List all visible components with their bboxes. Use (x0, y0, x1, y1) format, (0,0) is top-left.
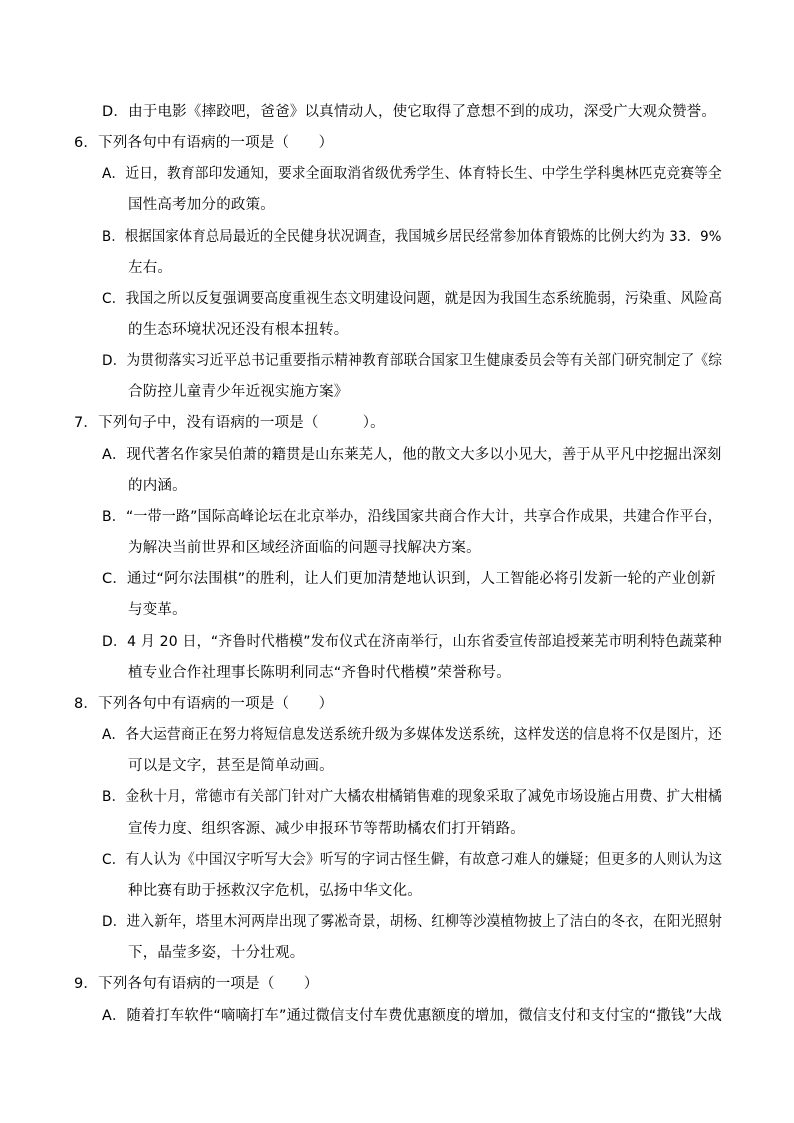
q6-option-a-cont: 国性高考加分的政策。 (128, 197, 275, 213)
q8-option-b: B．金秋十月，常德市有关部门针对广大橘农柑橘销售难的现象采取了减免市场设施占用费、扩大柑橘 (102, 789, 722, 805)
question-6-stem: 6．下列各句中有语病的一项是（ ） (74, 135, 334, 151)
q7-option-b-cont: 为解决当前世界和区域经济面临的问题寻找解决方案。 (128, 540, 481, 556)
q6-option-d-cont: 合防控儿童青少年近视实施方案》 (128, 384, 349, 400)
question-9-stem: 9．下列各句有语病的一项是（ ） (74, 976, 319, 992)
q7-option-d: D．4 月 20 日，“齐鲁时代楷模”发布仪式在济南举行，山东省委宣传部追授莱芜市明利特色蔬菜种 (102, 634, 722, 650)
q7-option-a-cont: 的内涵。 (128, 478, 187, 494)
q7-option-a: A．现代著名作家吴伯萧的籍贯是山东莱芜人，他的散文大多以小见大，善于从平凡中挖掘出深刻 (102, 447, 722, 463)
q6-option-c: C．我国之所以反复强调要高度重视生态文明建设问题，就是因为我国生态系统脆弱，污染重、风险高 (102, 291, 723, 307)
q5-option-d: D．由于电影《摔跤吧，爸爸》以真情动人，使它取得了意想不到的成功，深受广大观众赞誉。 (102, 104, 717, 120)
q6-option-d: D．为贯彻落实习近平总书记重要指示精神教育部联合国家卫生健康委员会等有关部门研究制定了《综 (102, 353, 723, 369)
q8-option-a-cont: 可以是文字，甚至是简单动画。 (128, 758, 334, 774)
q9-option-a: A．随着打车软件“嘀嘀打车”通过微信支付车费优惠额度的增加，微信支付和支付宝的“撒钱”大战 (102, 1008, 722, 1024)
q7-option-b: B．“一带一路”国际高峰论坛在北京举办，沿线国家共商合作大计，共享合作成果，共建合作平台， (102, 509, 722, 525)
question-7-stem: 7．下列句子中，没有语病的一项是（ ）。 (74, 415, 385, 431)
question-8-stem: 8．下列各句中有语病的一项是（ ） (74, 696, 334, 712)
q6-option-b: B．根据国家体育总局最近的全民健身状况调查，我国城乡居民经常参加体育锻炼的比例大约为 33．9% (102, 229, 722, 245)
q6-option-b-cont: 左右。 (128, 260, 173, 276)
q8-option-d: D．进入新年，塔里木河两岸出现了雾凇奇景，胡杨、红柳等沙漠植物披上了洁白的冬衣，在阳光照射 (102, 914, 723, 930)
q8-option-c: C．有人认为《中国汉字听写大会》听写的字词古怪生僻，有故意刁难人的嫌疑；但更多的人则认为这 (102, 852, 723, 868)
q8-option-d-cont: 下，晶莹多姿，十分壮观。 (128, 945, 305, 961)
q6-option-c-cont: 的生态环境状况还没有根本扭转。 (128, 322, 349, 338)
q8-option-c-cont: 种比赛有助于拯救汉字危机，弘扬中华文化。 (128, 883, 422, 899)
q8-option-a: A．各大运营商正在努力将短信息发送系统升级为多媒体发送系统，这样发送的信息将不仅是图片，还 (102, 727, 722, 743)
q8-option-b-cont: 宣传力度、组织客源、减少申报环节等帮助橘农们打开销路。 (128, 821, 525, 837)
q7-option-d-cont: 植专业合作社理事长陈明利同志“齐鲁时代楷模”荣誉称号。 (128, 665, 511, 681)
q6-option-a: A．近日，教育部印发通知，要求全面取消省级优秀学生、体育特长生、中学生学科奥林匹克竞赛等全 (102, 166, 722, 182)
q7-option-c: C．通过“阿尔法围棋”的胜利，让人们更加清楚地认识到，人工智能必将引发新一轮的产业创新 (102, 571, 716, 587)
q7-option-c-cont: 与变革。 (128, 602, 187, 618)
